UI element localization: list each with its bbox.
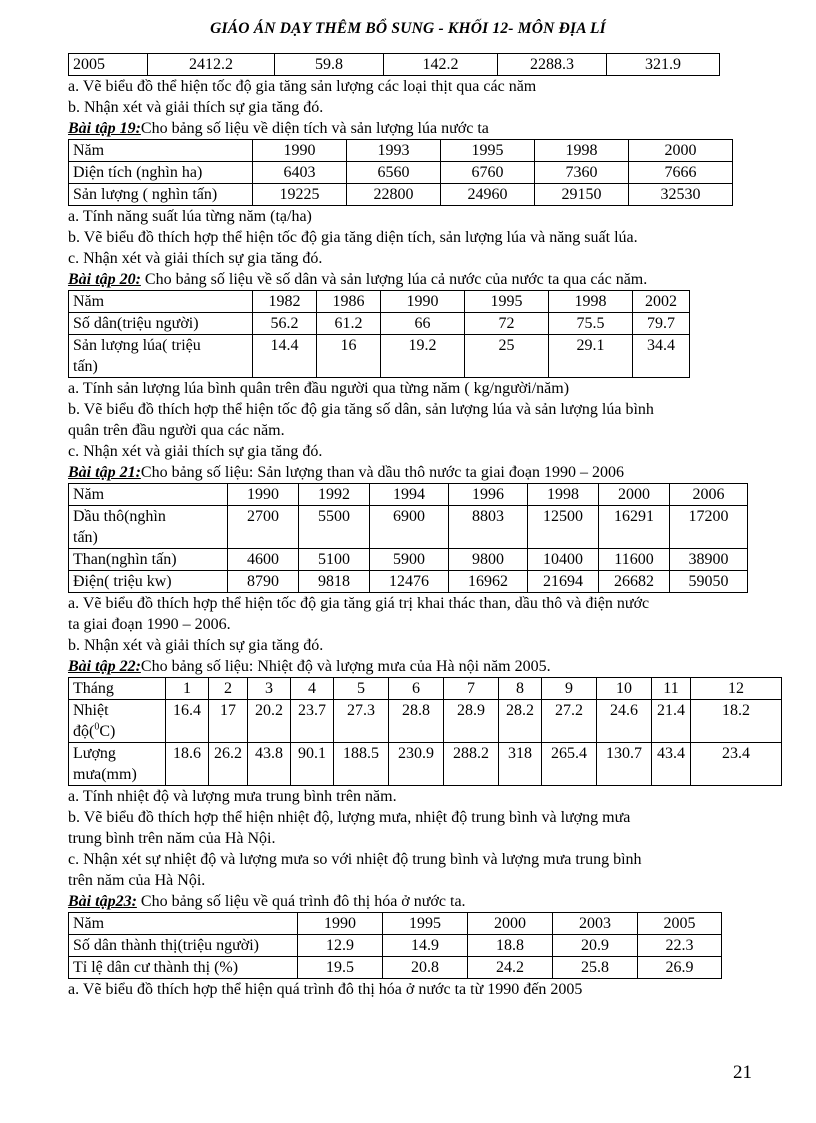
table-cell: 9818	[299, 571, 370, 593]
table-cell: 1986	[317, 291, 381, 313]
table-cell: 16962	[449, 571, 528, 593]
degree-superscript: 0	[94, 721, 100, 733]
row-label-line: Lượng	[73, 745, 116, 762]
table-cell: 188.5	[334, 743, 389, 786]
question: a. Vẽ biểu đồ thích hợp thể hiện quá trình đô thị hóa ở nước ta từ 1990 đến 2005	[68, 981, 583, 998]
table-cell: 6403	[253, 162, 347, 184]
table-cell: 11600	[599, 549, 670, 571]
table-cell: 1995	[441, 140, 535, 162]
table-cell: 29.1	[549, 335, 633, 378]
table-cell: 26682	[599, 571, 670, 593]
question: b. Vẽ biểu đồ thích hợp thể hiện tốc độ gia tăng số dân, sản lượng lúa và sản lượng lúa bình	[68, 401, 654, 418]
table-cell: 14.4	[253, 335, 317, 378]
table-cell: Sản lượng ( nghìn tấn)	[69, 184, 253, 206]
table-row	[69, 549, 748, 571]
question: a. Tính sản lượng lúa bình quân trên đầu người qua từng năm ( kg/người/năm)	[68, 380, 570, 397]
table-cell: 1992	[299, 484, 370, 506]
table-cell: 18.8	[468, 935, 553, 957]
table-cell: 32530	[629, 184, 733, 206]
row-label-line: C)	[99, 723, 116, 740]
table-cell: 22800	[347, 184, 441, 206]
table-cell: 16.4	[166, 700, 209, 743]
table-cell: Năm	[69, 484, 228, 506]
table-cell: 2006	[670, 484, 748, 506]
table-row	[69, 743, 782, 786]
row-label-line: mưa(mm)	[73, 766, 137, 783]
exercise-text: Cho bảng số liệu về quá trình đô thị hóa ở nước ta.	[136, 893, 466, 910]
table-cell: 7666	[629, 162, 733, 184]
table-cell	[69, 700, 166, 743]
table-cell: 1990	[381, 291, 465, 313]
table-cell: 2	[209, 678, 248, 700]
table-cell: 2000	[599, 484, 670, 506]
row-label-line: tấn)	[73, 358, 98, 375]
table-cell	[69, 506, 228, 549]
table-cell: 23.7	[291, 700, 334, 743]
table-row	[69, 184, 733, 206]
exercise-20-table	[68, 290, 690, 378]
exercise-text: Cho bảng số liệu: Nhiệt độ và lượng mưa của Hà nội năm 2005.	[140, 658, 551, 675]
question: b. Nhận xét và giải thích sự gia tăng đó.	[68, 637, 324, 654]
table-cell: 1	[166, 678, 209, 700]
row-label-line: tấn)	[73, 529, 98, 546]
exercise-label: Bài tập23:	[68, 893, 137, 910]
table-cell: 5100	[299, 549, 370, 571]
page-content	[68, 53, 768, 1000]
table-cell: 2005	[638, 913, 722, 935]
table-cell: 12	[691, 678, 782, 700]
question: c. Nhận xét sự nhiệt độ và lượng mưa so với nhiệt độ trung bình và lượng mưa trung bình	[68, 851, 642, 868]
table-row	[69, 162, 733, 184]
meat-production-table-row	[68, 53, 720, 76]
table-cell: Diện tích (nghìn ha)	[69, 162, 253, 184]
question: trên năm của Hà Nội.	[68, 872, 206, 889]
table-cell: 24.2	[468, 957, 553, 979]
table-cell: 2000	[629, 140, 733, 162]
table-cell: 5500	[299, 506, 370, 549]
table-cell: 1996	[449, 484, 528, 506]
exercise-21-heading	[68, 462, 768, 483]
table-cell: 21.4	[652, 700, 691, 743]
table-cell: 8790	[228, 571, 299, 593]
exercise-19-heading	[68, 118, 768, 139]
question: c. Nhận xét và giải thích sự gia tăng đó.	[68, 443, 323, 460]
table-cell: 2412.2	[148, 54, 275, 76]
table-cell: 28.8	[389, 700, 444, 743]
table-cell: 12476	[370, 571, 449, 593]
table-cell: 1990	[253, 140, 347, 162]
table-cell: 26.2	[209, 743, 248, 786]
table-cell: 11	[652, 678, 691, 700]
table-row	[69, 484, 748, 506]
table-cell: 43.4	[652, 743, 691, 786]
table-cell: 18.2	[691, 700, 782, 743]
table-cell: 43.8	[248, 743, 291, 786]
question: trung bình trên năm của Hà Nội.	[68, 830, 276, 847]
exercise-19-table	[68, 139, 733, 206]
table-cell: 1998	[528, 484, 599, 506]
exercise-23-table	[68, 912, 722, 979]
table-cell: Năm	[69, 913, 298, 935]
table-cell: 8	[499, 678, 542, 700]
table-cell: 24960	[441, 184, 535, 206]
table-cell: 6760	[441, 162, 535, 184]
exercise-text: Cho bảng số liệu về diện tích và sản lượng lúa nước ta	[140, 120, 489, 137]
table-cell: 1990	[298, 913, 383, 935]
table-cell: 16291	[599, 506, 670, 549]
row-label-line: Sản lượng lúa( triệu	[73, 337, 201, 354]
table-cell: 21694	[528, 571, 599, 593]
page-header: GIÁO ÁN DẠY THÊM BỔ SUNG - KHỐI 12- MÔN ĐỊA LÍ	[210, 20, 606, 37]
table-cell: 9	[542, 678, 597, 700]
page-number: 21	[733, 1062, 752, 1083]
table-cell: 6560	[347, 162, 441, 184]
exercise-text: Cho bảng số liệu về số dân và sản lượng lúa cả nước của nước ta qua các năm.	[140, 271, 648, 288]
table-cell: 2005	[69, 54, 148, 76]
table-cell: 7360	[535, 162, 629, 184]
table-cell: Tỉ lệ dân cư thành thị (%)	[69, 957, 298, 979]
table-cell: 66	[381, 313, 465, 335]
table-cell: 142.2	[384, 54, 498, 76]
table-cell: 321.9	[607, 54, 720, 76]
table-cell: 26.9	[638, 957, 722, 979]
table-cell: 18.6	[166, 743, 209, 786]
question: a. Tính nhiệt độ và lượng mưa trung bình trên năm.	[68, 788, 397, 805]
table-cell: 5	[334, 678, 389, 700]
table-cell: 14.9	[383, 935, 468, 957]
table-cell: Số dân(triệu người)	[69, 313, 253, 335]
table-row	[69, 957, 722, 979]
table-cell: 19.2	[381, 335, 465, 378]
table-cell: 28.2	[499, 700, 542, 743]
table-cell: 2003	[553, 913, 638, 935]
row-label-line: độ(	[73, 723, 95, 740]
table-cell	[69, 743, 166, 786]
table-cell: Than(nghìn tấn)	[69, 549, 228, 571]
table-cell: Năm	[69, 140, 253, 162]
table-cell: 20.2	[248, 700, 291, 743]
exercise-label: Bài tập 22:	[68, 658, 141, 675]
table-cell: 6	[389, 678, 444, 700]
table-cell: 2700	[228, 506, 299, 549]
table-cell: 7	[444, 678, 499, 700]
table-cell: 2000	[468, 913, 553, 935]
exercise-label: Bài tập 21:	[68, 464, 141, 481]
table-row	[69, 140, 733, 162]
table-cell: 25.8	[553, 957, 638, 979]
table-row	[69, 678, 782, 700]
table-cell: 1993	[347, 140, 441, 162]
exercise-22-table	[68, 677, 782, 786]
table-cell: Điện( triệu kw)	[69, 571, 228, 593]
question: quân trên đầu người qua các năm.	[68, 422, 285, 439]
table-cell: Năm	[69, 291, 253, 313]
table-cell: 19225	[253, 184, 347, 206]
question: a. Tính năng suất lúa từng năm (tạ/ha)	[68, 208, 312, 225]
exercise-label: Bài tập 19:	[68, 120, 141, 137]
table-cell: 23.4	[691, 743, 782, 786]
table-cell: 19.5	[298, 957, 383, 979]
table-cell: 72	[465, 313, 549, 335]
table-cell: 27.2	[542, 700, 597, 743]
question: a. Vẽ biểu đồ thích hợp thể hiện tốc độ gia tăng giá trị khai thác than, dầu thô và điện nước	[68, 595, 650, 612]
table-cell: 318	[499, 743, 542, 786]
table-cell: 1998	[549, 291, 633, 313]
table-cell: 1994	[370, 484, 449, 506]
table-cell: 4	[291, 678, 334, 700]
row-label-line: Dầu thô(nghìn	[73, 508, 166, 525]
table-cell: 2288.3	[498, 54, 607, 76]
exercise-text: Cho bảng số liệu: Sản lượng than và dầu thô nước ta giai đoạn 1990 – 2006	[140, 464, 624, 481]
table-cell: Tháng	[69, 678, 166, 700]
table-cell: 29150	[535, 184, 629, 206]
table-row	[69, 700, 782, 743]
table-cell: 75.5	[549, 313, 633, 335]
table-row	[69, 335, 690, 378]
table-cell: 59050	[670, 571, 748, 593]
table-cell: 288.2	[444, 743, 499, 786]
exercise-21-table	[68, 483, 748, 593]
table-cell: Số dân thành thị(triệu người)	[69, 935, 298, 957]
question: c. Nhận xét và giải thích sự gia tăng đó.	[68, 250, 323, 267]
table-cell: 59.8	[275, 54, 384, 76]
table-row	[69, 935, 722, 957]
table-cell: 34.4	[633, 335, 690, 378]
table-row	[69, 913, 722, 935]
table-row	[69, 313, 690, 335]
table-cell: 9800	[449, 549, 528, 571]
table-cell: 25	[465, 335, 549, 378]
table-cell: 20.9	[553, 935, 638, 957]
table-cell: 1982	[253, 291, 317, 313]
table-cell: 4600	[228, 549, 299, 571]
table-cell: 6900	[370, 506, 449, 549]
table-cell: 12.9	[298, 935, 383, 957]
exercise-20-heading	[68, 269, 768, 290]
table-cell: 17	[209, 700, 248, 743]
table-cell: 12500	[528, 506, 599, 549]
table-cell: 1990	[228, 484, 299, 506]
table-cell: 27.3	[334, 700, 389, 743]
table-cell: 61.2	[317, 313, 381, 335]
table-cell: 230.9	[389, 743, 444, 786]
table-cell: 1995	[465, 291, 549, 313]
question: b. Vẽ biểu đồ thích hợp thể hiện nhiệt độ, lượng mưa, nhiệt độ trung bình và lượng mưa	[68, 809, 631, 826]
question: ta giai đoạn 1990 – 2006.	[68, 616, 231, 633]
table-cell: 10	[597, 678, 652, 700]
question: b. Nhận xét và giải thích sự gia tăng đó.	[68, 99, 324, 116]
table-cell: 10400	[528, 549, 599, 571]
table-row	[69, 54, 720, 76]
table-row	[69, 571, 748, 593]
table-cell: 79.7	[633, 313, 690, 335]
table-cell: 130.7	[597, 743, 652, 786]
table-row	[69, 291, 690, 313]
row-label-line: Nhiệt	[73, 702, 109, 719]
question: b. Vẽ biểu đồ thích hợp thể hiện tốc độ gia tăng diện tích, sản lượng lúa và năng suất lúa.	[68, 229, 638, 246]
table-cell: 5900	[370, 549, 449, 571]
table-cell: 28.9	[444, 700, 499, 743]
table-cell: 16	[317, 335, 381, 378]
exercise-label: Bài tập 20:	[68, 271, 141, 288]
table-cell: 17200	[670, 506, 748, 549]
table-cell: 56.2	[253, 313, 317, 335]
table-cell: 90.1	[291, 743, 334, 786]
exercise-23-heading	[68, 891, 768, 912]
table-cell: 8803	[449, 506, 528, 549]
table-cell: 265.4	[542, 743, 597, 786]
table-cell	[69, 335, 253, 378]
table-cell: 24.6	[597, 700, 652, 743]
table-row	[69, 506, 748, 549]
table-cell: 2002	[633, 291, 690, 313]
table-cell: 38900	[670, 549, 748, 571]
table-cell: 1995	[383, 913, 468, 935]
table-cell: 3	[248, 678, 291, 700]
question: a. Vẽ biểu đồ thể hiện tốc độ gia tăng sản lượng các loại thịt qua các năm	[68, 78, 537, 95]
table-cell: 20.8	[383, 957, 468, 979]
exercise-22-heading	[68, 656, 768, 677]
table-cell: 22.3	[638, 935, 722, 957]
table-cell: 1998	[535, 140, 629, 162]
